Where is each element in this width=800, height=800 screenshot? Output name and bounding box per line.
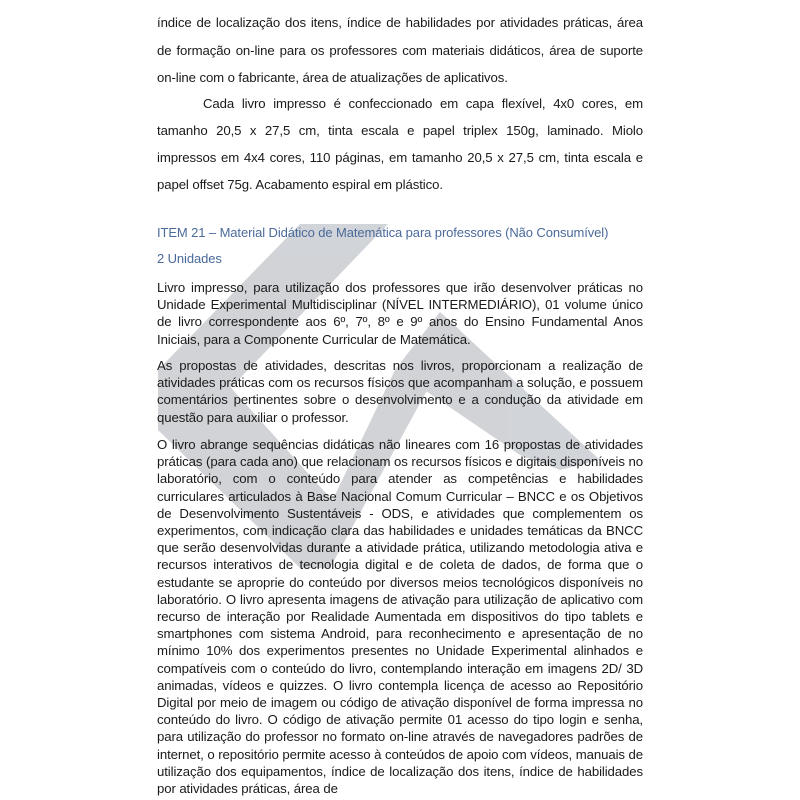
paragraph-printing-specs: Cada livro impresso é confeccionado em capa flexível, 4x0 cores, em tamanho 20,5 x 27,5 cm, tinta escala e papel triplex 150g, laminado. Miolo impressos em 4x4 cores, 110 páginas, em tamanho 20,5 x 27,5 cm, tinta escala e papel offset 75g. Acabamento espiral em plástico. (157, 96, 643, 192)
paragraph-book-scope: O livro abrange sequências didáticas não lineares com 16 propostas de atividades práticas (para cada ano) que relacionam os recursos físicos e digitais disponíveis no laboratório, com o conteúdo para atender as competências e habilidades curriculares articulados à Base Nacional Comum Curricular – BNCC e os Objetivos de Desenvolvimento Sustentáveis - ODS, e atividades que complementem os experimentos, com indicação clara das habilidades e unidades temáticas da BNCC que serão desenvolvidas durante a atividade prática, utilizando metodologia ativa e recursos interativos de tecnologia digital e de coleta de dados, de forma que o estudante se aproprie do conteúdo por diversos meios tecnológicos disponíveis no laboratório. O livro apresenta imagens de ativação para utilização de aplicativo com recurso de interação por Realidade Aumentada em dispositivos do tipo tablets e smartphones com sistema Android, para reconhecimento e apresentação de no mínimo 10% dos experimentos presentes no Unidade Experimental alinhados e compatíveis com o conteúdo do livro, contemplando interação em imagens 2D/ 3D animadas, vídeos e quizzes. O livro contempla licença de acesso ao Repositório Digital por meio de imagem ou código de ativação disponível de forma impressa no conteúdo do livro. O código de ativação permite 01 acesso do tipo login e senha, para utilização do professor no formato on-line através de navegadores padrões de internet, o repositório permite acesso à conteúdos de apoio com vídeos, manuais de utilização dos equipamentos, índice de localização dos itens, índice de habilidades por atividades práticas, área de (157, 437, 643, 797)
item-heading: ITEM 21 – Material Didático de Matemática para professores (Não Consumível) (157, 225, 609, 240)
paragraph-printed-book: Livro impresso, para utilização dos professores que irão desenvolver práticas no Unidade Experimental Multidisciplinar (NÍVEL INTERMEDIÁRIO), 01 volume único de livro correspondente aos 6º, 7º, 8º e 9º anos do Ensino Fundamental Anos Iniciais, para a Componente Curricular de Matemática. (157, 280, 643, 347)
paragraph-index-areas: índice de localização dos itens, índice de habilidades por atividades práticas, área de formação on-line para os professores com materiais didáticos, área de suporte on-line com o fabricante, área de atualizações de aplicativos. (157, 15, 643, 85)
item-units: 2 Unidades (157, 251, 222, 266)
paragraph-activity-proposals: As propostas de atividades, descritas nos livros, proporcionam a realização de atividades práticas com os recursos físicos que acompanham a solução, e possuem comentários pertinentes sobre o desenvolvimento e a condução da atividade em questão para auxiliar o professor. (157, 358, 643, 425)
